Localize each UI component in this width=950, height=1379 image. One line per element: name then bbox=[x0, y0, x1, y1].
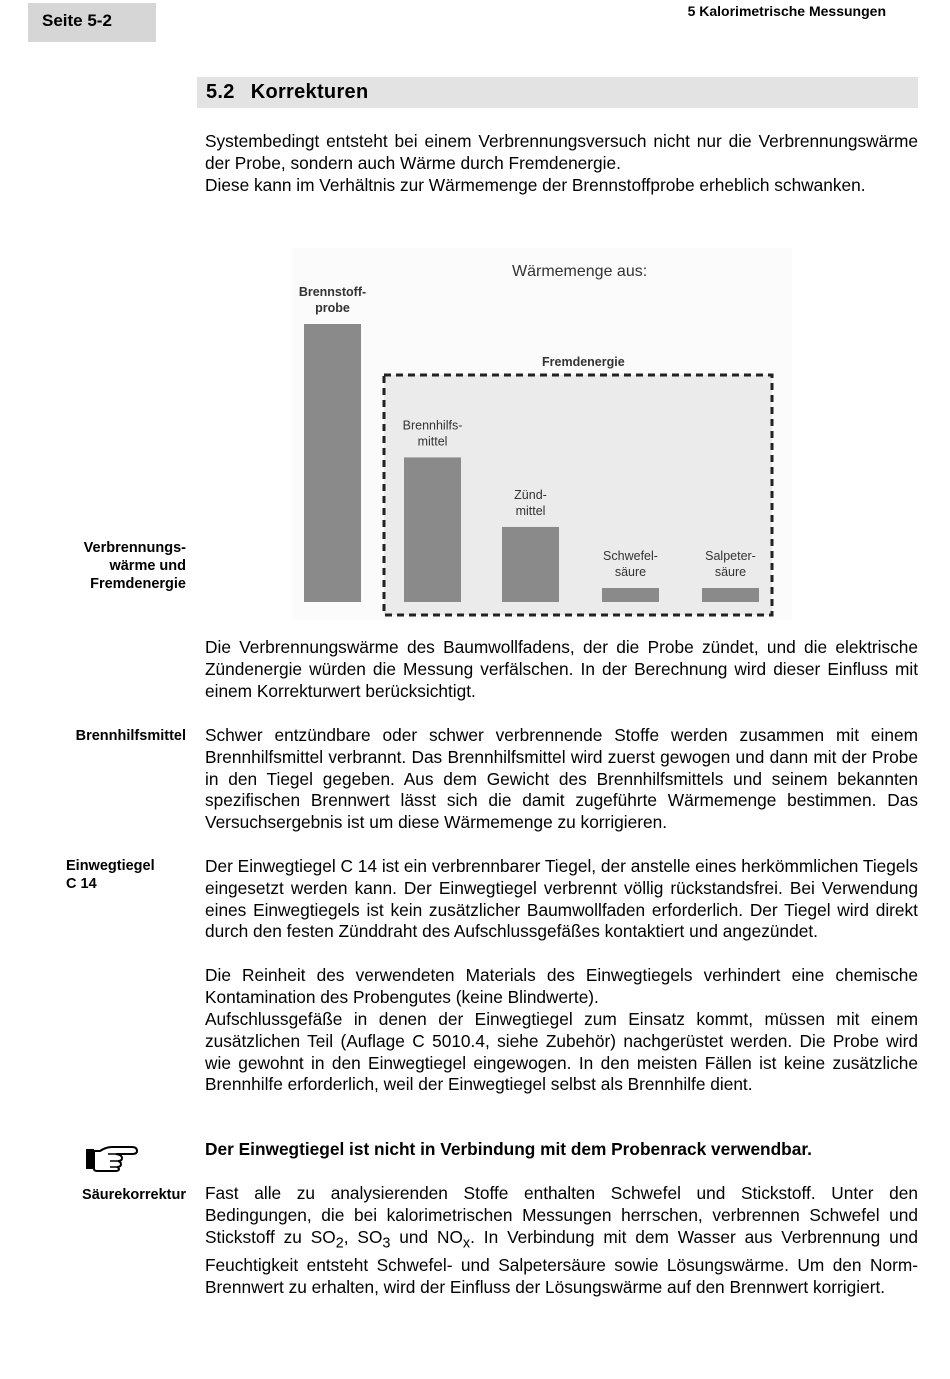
saeurekorrektur-paragraph bbox=[205, 1183, 918, 1298]
subscript: x bbox=[462, 1235, 471, 1252]
bar-label-3: Zünd- bbox=[514, 487, 547, 502]
bar-3 bbox=[502, 527, 559, 602]
einwegtiegel-paragraph-3: Aufschlussgefäße in denen der Einwegtiegel zum Einsatz kommt, müssen mit einem zusätzlichen Teil (Auflage C 5010.4, siehe Zubehör) nachgerüstet werden. Die Probe wird wie gewohnt in den Einwegtiegel eingewogen. In den meisten Fällen ist keine zusätzliche Brennhilfe erforderlich, weil der Einwegtiegel selbst als Brennhilfe dient. bbox=[205, 1009, 918, 1095]
diagram-caption: Wärmemenge aus: bbox=[512, 263, 648, 280]
bar-4 bbox=[602, 588, 659, 602]
saeurekorrektur-text: und NO bbox=[390, 1226, 463, 1247]
after-figure-paragraph: Die Verbrennungswärme des Baumwollfadens, der die Probe zündet, und die elektrische Zündenergie würden die Messung verfälschen. In der Berechnung wird dieser Einfluss mit einem Korrekturwert berücksichtigt. bbox=[205, 637, 918, 701]
section-title: Korrekturen bbox=[250, 81, 369, 103]
figure-side-label-line: Verbrennungs- bbox=[83, 540, 186, 556]
brennhilfsmittel-paragraph: Schwer entzündbare oder schwer verbrennende Stoffe werden zusammen mit einem Brennhilfsmittel verbrannt. Das Brennhilfsmittel wird zuerst gewogen und dann mit der Probe in den Tiegel gegeben. Aus dem Gewicht des Brennhilfsmittels und seinem bekannten spezifischen Brennwert lässt sich die damit zugeführte Wärmemenge bestimmen. Das Versuchsergebnis ist um diese Wärmemenge zu korrigieren. bbox=[205, 725, 918, 833]
intro-paragraph-2: Diese kann im Verhältnis zur Wärmemenge der Brennstoffprobe erheblich schwanken. bbox=[205, 175, 866, 195]
bar-label-2: mittel bbox=[417, 434, 448, 449]
saeurekorrektur-side-label: Säurekorrektur bbox=[82, 1187, 186, 1203]
bar-label-1: probe bbox=[315, 301, 350, 315]
saeurekorrektur-text: . In Verbindung mit dem Wasser aus Verbrennung und Feuchtigkeit entsteht Schwefel- und Salpetersäure sowie Lösungswärme. Um den Norm-Brennwert zu erhalten, wird der Einfluss der Lösungswärme auf den Brennwert korrigiert. bbox=[205, 1226, 918, 1297]
bar-label-4: säure bbox=[614, 565, 647, 579]
bar-label-4: Schwefel- bbox=[603, 549, 658, 563]
pointing-hand-icon bbox=[84, 1143, 140, 1173]
einwegtiegel-side-label-line: C 14 bbox=[66, 876, 97, 892]
figure-side-label bbox=[28, 539, 186, 593]
bar-5 bbox=[702, 588, 759, 602]
bar-label-3: mittel bbox=[515, 503, 546, 518]
subscript: 3 bbox=[382, 1235, 391, 1252]
saeurekorrektur-text: , SO bbox=[343, 1226, 383, 1247]
bar-label-1: Brennstoff- bbox=[298, 285, 367, 299]
bar-2 bbox=[404, 457, 461, 602]
note-text: Der Einwegtiegel ist nicht in Verbindung mit dem Probenrack verwendbar. bbox=[205, 1139, 812, 1159]
saeurekorrektur-text: Fast alle zu analysierenden Stoffe enthalten Schwefel und Stickstoff. Unter den Bedingungen, die bei kalorimetrischen Messungen herrschen, verbrennen Schwefel und Stickstoff zu SO bbox=[205, 1183, 918, 1247]
section-number: 5.2 bbox=[206, 81, 235, 103]
page-number: Seite 5-2 bbox=[42, 11, 112, 30]
chapter-title: 5 Kalorimetrische Messungen bbox=[687, 3, 886, 19]
bar-label-2: Brennhilfs- bbox=[402, 418, 463, 433]
bar-label-5: säure bbox=[714, 565, 747, 579]
einwegtiegel-side-label-line: Einwegtiegel bbox=[66, 858, 155, 874]
heat-quantity-diagram bbox=[292, 248, 792, 620]
einwegtiegel-paragraph-2: Die Reinheit des verwendeten Materials des Einwegtiegels verhindert eine chemische Kontamination des Probengutes (keine Blindwerte). bbox=[205, 965, 918, 1007]
section-heading bbox=[197, 77, 918, 108]
brennhilfsmittel-side-label: Brennhilfsmittel bbox=[75, 728, 186, 744]
bar-1 bbox=[304, 324, 361, 602]
subscript: 2 bbox=[335, 1235, 344, 1252]
figure-side-label-line: wärme und bbox=[109, 558, 186, 574]
page-number-tab bbox=[28, 3, 156, 42]
einwegtiegel-side-label bbox=[66, 857, 224, 893]
intro-paragraph-1: Systembedingt entsteht bei einem Verbrennungsversuch nicht nur die Verbrennungswärme der Probe, sondern auch Wärme durch Fremdenergie. bbox=[205, 131, 918, 173]
heat-quantity-diagram-svg bbox=[292, 248, 792, 620]
foreign-energy-label: Fremdenergie bbox=[542, 355, 625, 369]
einwegtiegel-paragraph-1: Der Einwegtiegel C 14 ist ein verbrennbarer Tiegel, der anstelle eines herkömmlichen Tiegels eingesetzt werden kann. Der Einwegtiegel verbrennt völlig rückstandsfrei. Bei Verwendung eines Einwegtiegels ist kein zusätzlicher Baumwollfaden erforderlich. Der Tiegel wird direkt durch den festen Zünddraht des Aufschlussgefäßes kontaktiert und angezündet. bbox=[205, 856, 918, 942]
figure-side-label-line: Fremdenergie bbox=[90, 576, 186, 592]
bar-label-5: Salpeter- bbox=[705, 549, 756, 563]
